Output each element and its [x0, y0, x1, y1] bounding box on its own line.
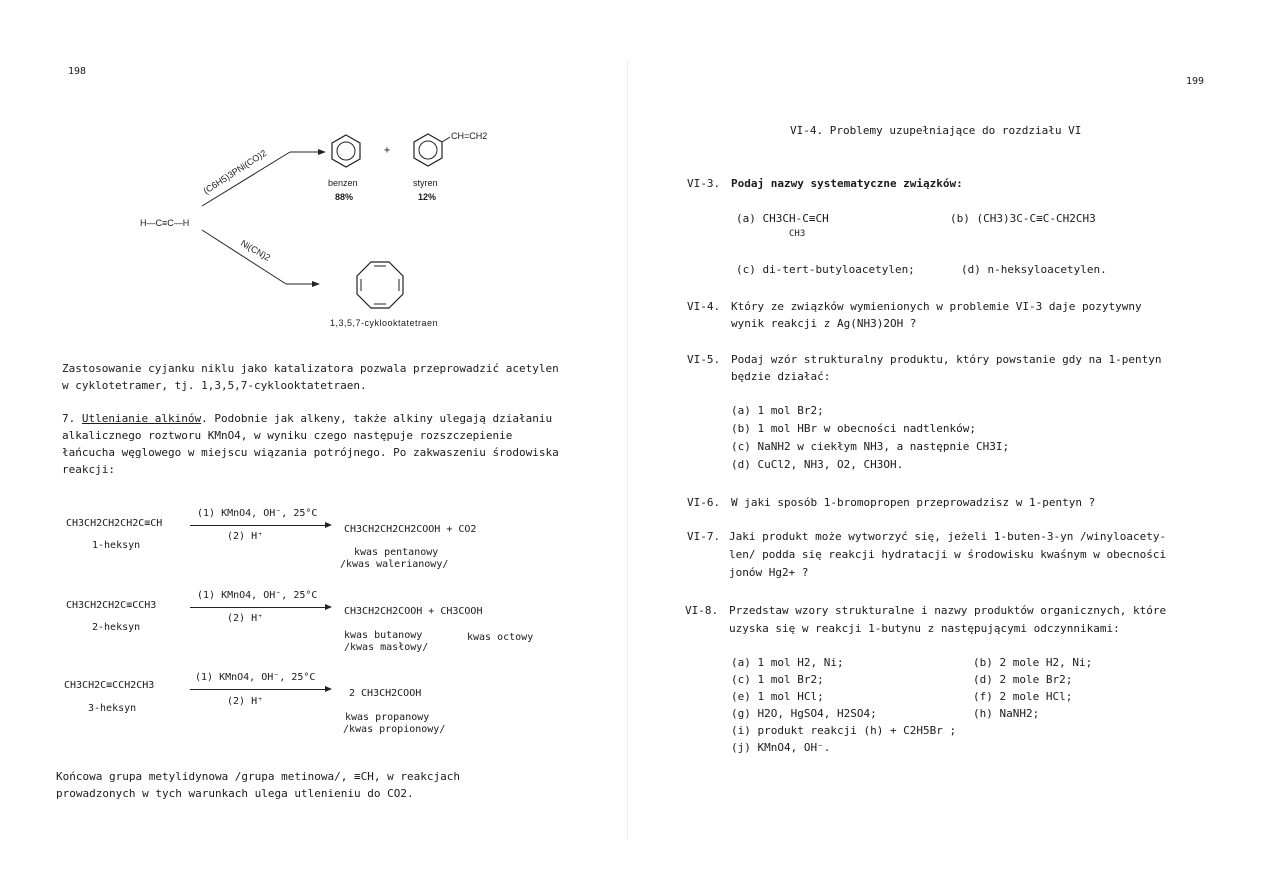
product-name: kwas pentanowy [354, 547, 439, 558]
problem-line: będzie działać: [731, 370, 831, 383]
problem-number: VI-4. [687, 300, 721, 313]
problem-line: Podaj wzór strukturalny produktu, który powstanie gdy na 1-pentyn [731, 353, 1162, 366]
reactant: CH3CH2CH2C≡CCH3 [66, 600, 157, 611]
product: CH3CH2CH2COOH + CH3COOH [344, 606, 483, 617]
reactant-name: 3-heksyn [88, 703, 137, 714]
reactant: CH3CH2C≡CCH2CH3 [64, 680, 155, 691]
upper-arrow [200, 140, 330, 210]
reactant: CH3CH2CH2CH2C≡CH [66, 518, 163, 529]
problem-line: wynik reakcji z Ag(NH3)2OH ? [731, 317, 917, 330]
product-name: kwas propanowy [345, 712, 430, 723]
reaction-arrow [190, 689, 326, 690]
section-title: Utlenianie alkinów [81, 412, 202, 425]
section-number: 7. [62, 412, 76, 425]
problem-number: VI-8. [685, 604, 719, 617]
page-number: 198 [68, 66, 87, 77]
list-item: (d) 2 mole Br2; [973, 673, 1073, 686]
problem-line: uzyska się w reakcji 1-butynu z następującymi odczynnikami: [729, 622, 1120, 635]
condition-2: (2) H⁺ [227, 613, 264, 624]
compound-a: (a) CH3CH-C≡CH [736, 212, 829, 225]
styrene-yield: 12% [418, 192, 437, 202]
product: 2 CH3CH2COOH [349, 688, 422, 699]
problem-number: VI-6. [687, 496, 721, 509]
product2-name: kwas octowy [467, 632, 534, 643]
lower-reagent: Ni(CN)2 [239, 238, 273, 263]
section-7 [62, 410, 570, 478]
list-item: (b) 2 mole H2, Ni; [973, 656, 1093, 669]
condition-2: (2) H⁺ [227, 696, 264, 707]
lower-arrow [200, 228, 325, 290]
list-item: (f) 2 mole HCl; [973, 690, 1073, 703]
problem-line: Jaki produkt może wytworzyć się, jeżeli 1-buten-3-yn /winyloacety- [729, 530, 1167, 543]
compound-a-substituent: CH3 [789, 229, 806, 239]
problem-line: Przedstaw wzory strukturalne i nazwy produktów organicznych, które [729, 604, 1167, 617]
left-page [0, 0, 620, 893]
product-name-alt: /kwas propionowy/ [343, 724, 446, 735]
right-page [630, 0, 1263, 893]
plus-sign: + [384, 145, 391, 156]
list-item: (i) produkt reakcji (h) + C2H5Br ; [731, 724, 957, 737]
upper-reagent: (C6H5)3PNi(CO)2 [201, 147, 269, 196]
arrowhead [325, 522, 332, 528]
paragraph-catalyst: Zastosowanie cyjanku niklu jako katalizatora pozwala przeprowadzić acetylen w cyklotetramer, tj. 1,3,5,7-cyklooktatetraen. [62, 362, 559, 392]
cyclooctatetraene-ring [355, 260, 405, 310]
problem-number: VI-7. [687, 530, 721, 543]
list-item: (j) KMnO4, OH⁻. [731, 741, 831, 754]
condition-1: (1) KMnO4, OH⁻, 25°C [197, 590, 318, 601]
paragraph-end-line1: Końcowa grupa metylidynowa /grupa metinowa/, ≡CH, w reakcjach [56, 770, 460, 783]
problem-line: jonów Hg2+ ? [729, 566, 809, 579]
benzene-yield: 88% [335, 192, 354, 202]
compound-b: (b) (CH3)3C-C≡C-CH2CH3 [950, 212, 1096, 225]
problem-line: Który ze związków wymienionych w problemie VI-3 daje pozytywny [731, 300, 1142, 313]
cot-label: 1,3,5,7-cyklooktatetraen [330, 318, 439, 328]
arrowhead [325, 604, 332, 610]
paragraph-end-line2: prowadzonych w tych warunkach ulega utlenieniu do CO2. [56, 787, 414, 800]
list-item: (c) NaNH2 w ciekłym NH3, a następnie CH3I; [731, 440, 1010, 453]
scheme-reactant: H—C≡C—H [140, 218, 190, 228]
reaction-arrow [190, 525, 326, 526]
section-text: . Podobnie jak alkeny, także alkiny ulegają działaniu alkalicznego roztworu KMnO4, w wyniku czego następuje rozszczepienie łańcucha węglowego w miejscu wiązania potrójnego. Po zakwaszeniu środowiska reakcji: [62, 412, 559, 476]
page-gutter [627, 60, 628, 840]
reactant-name: 2-heksyn [92, 622, 141, 633]
condition-2: (2) H⁺ [227, 531, 264, 542]
styrene-ring [410, 128, 450, 170]
problem-number: VI-5. [687, 353, 721, 366]
problem-text: Podaj nazwy systematyczne związków: [731, 177, 963, 190]
page-number: 199 [1186, 76, 1205, 87]
product-name: kwas butanowy [344, 630, 423, 641]
compound-c: (c) di-tert-butyloacetylen; [736, 263, 915, 276]
list-item: (g) H2O, HgSO4, H2SO4; [731, 707, 877, 720]
list-item: (c) 1 mol Br2; [731, 673, 824, 686]
condition-1: (1) KMnO4, OH⁻, 25°C [197, 508, 318, 519]
styrene-group: CH=CH2 [451, 131, 488, 141]
benzene-label: benzen [328, 178, 358, 188]
benzene-ring [330, 133, 362, 169]
list-item: (a) 1 mol H2, Ni; [731, 656, 844, 669]
list-item: (e) 1 mol HCl; [731, 690, 824, 703]
reaction-arrow [190, 607, 326, 608]
problem-line: W jaki sposób 1-bromopropen przeprowadzisz w 1-pentyn ? [731, 496, 1096, 509]
list-item: (d) CuCl2, NH3, O2, CH3OH. [731, 458, 904, 471]
styrene-label: styren [413, 178, 438, 188]
condition-1: (1) KMnO4, OH⁻, 25°C [195, 672, 316, 683]
section-heading: VI-4. Problemy uzupełniające do rozdziału VI [790, 124, 1082, 137]
list-item: (h) NaNH2; [973, 707, 1040, 720]
arrowhead [325, 686, 332, 692]
problem-line: len/ podda się reakcji hydratacji w środowisku kwaśnym w obecności [729, 548, 1167, 561]
reactant-name: 1-heksyn [92, 540, 141, 551]
compound-d: (d) n-heksyloacetylen. [961, 263, 1107, 276]
product-name-alt: /kwas masłowy/ [344, 642, 429, 653]
product: CH3CH2CH2CH2COOH + CO2 [344, 524, 477, 535]
list-item: (b) 1 mol HBr w obecności nadtlenków; [731, 422, 977, 435]
problem-number: VI-3. [687, 177, 721, 190]
list-item: (a) 1 mol Br2; [731, 404, 824, 417]
product-name-alt: /kwas walerianowy/ [340, 559, 449, 570]
